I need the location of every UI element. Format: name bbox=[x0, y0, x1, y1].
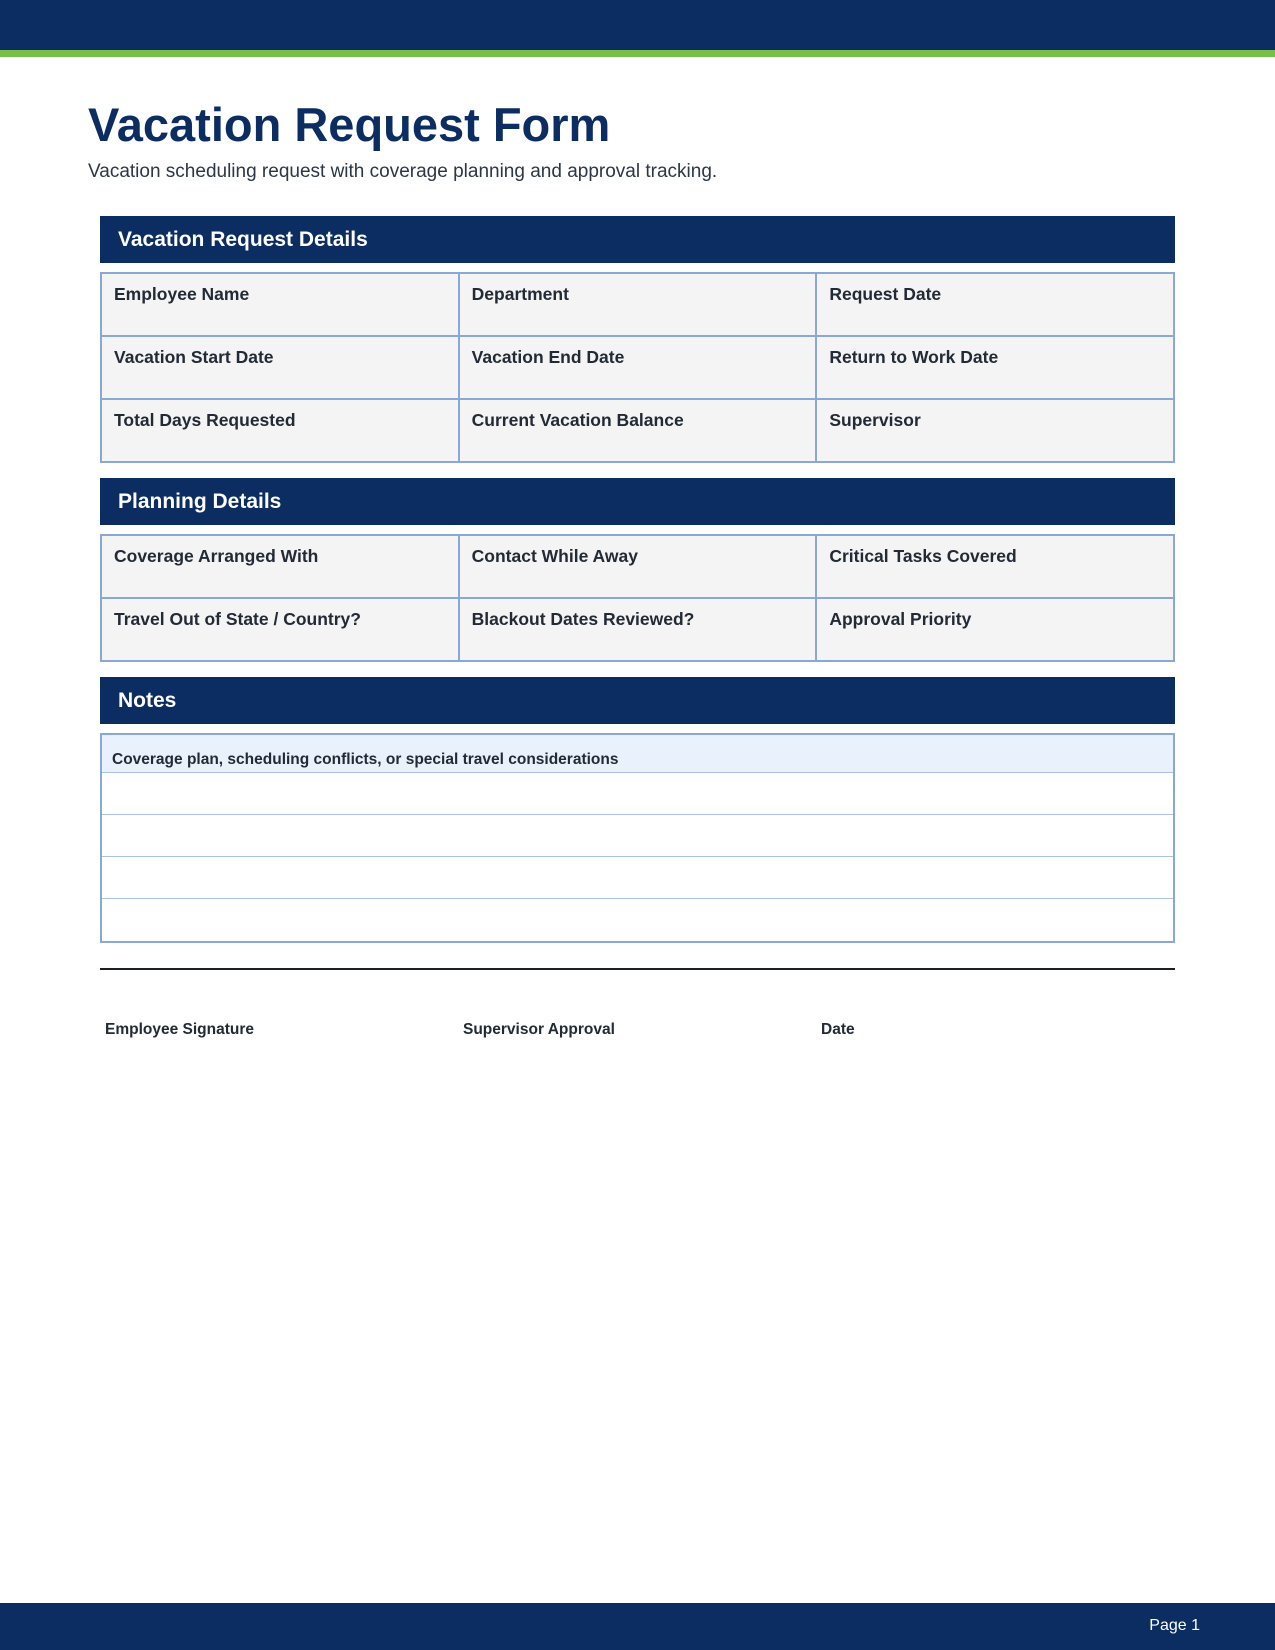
notes-line[interactable] bbox=[102, 857, 1173, 899]
field-contact-while-away[interactable]: Contact While Away bbox=[460, 536, 818, 599]
notes-line[interactable] bbox=[102, 815, 1173, 857]
field-employee-name[interactable]: Employee Name bbox=[102, 274, 460, 337]
page-number: Page 1 bbox=[1149, 1617, 1200, 1634]
notes-line[interactable] bbox=[102, 899, 1173, 941]
section-header-request-details: Vacation Request Details bbox=[100, 216, 1175, 263]
field-return-to-work-date[interactable]: Return to Work Date bbox=[817, 337, 1175, 400]
field-request-date[interactable]: Request Date bbox=[817, 274, 1175, 337]
header-accent-stripe bbox=[0, 50, 1275, 57]
footer-bar bbox=[0, 1603, 1275, 1650]
notes-line[interactable] bbox=[102, 773, 1173, 815]
header-bar bbox=[0, 0, 1275, 50]
field-current-vacation-balance[interactable]: Current Vacation Balance bbox=[460, 400, 818, 463]
section-header-notes: Notes bbox=[100, 677, 1175, 724]
signature-rule bbox=[100, 968, 1175, 970]
field-supervisor[interactable]: Supervisor bbox=[817, 400, 1175, 463]
planning-details-grid bbox=[100, 534, 1175, 662]
page-subtitle: Vacation scheduling request with coverage planning and approval tracking. bbox=[88, 161, 718, 182]
notes-label: Coverage plan, scheduling conflicts, or special travel considerations bbox=[102, 735, 1173, 773]
field-critical-tasks-covered[interactable]: Critical Tasks Covered bbox=[817, 536, 1175, 599]
request-details-grid bbox=[100, 272, 1175, 463]
supervisor-approval-label: Supervisor Approval bbox=[463, 1021, 615, 1038]
field-coverage-arranged-with[interactable]: Coverage Arranged With bbox=[102, 536, 460, 599]
date-label: Date bbox=[821, 1021, 855, 1038]
field-vacation-end-date[interactable]: Vacation End Date bbox=[460, 337, 818, 400]
field-vacation-start-date[interactable]: Vacation Start Date bbox=[102, 337, 460, 400]
notes-box bbox=[100, 733, 1175, 943]
field-approval-priority[interactable]: Approval Priority bbox=[817, 599, 1175, 662]
field-total-days-requested[interactable]: Total Days Requested bbox=[102, 400, 460, 463]
section-header-planning-details: Planning Details bbox=[100, 478, 1175, 525]
field-department[interactable]: Department bbox=[460, 274, 818, 337]
field-travel-out-of-state[interactable]: Travel Out of State / Country? bbox=[102, 599, 460, 662]
field-blackout-dates-reviewed[interactable]: Blackout Dates Reviewed? bbox=[460, 599, 818, 662]
page-title: Vacation Request Form bbox=[88, 98, 611, 151]
employee-signature-label: Employee Signature bbox=[105, 1021, 255, 1038]
